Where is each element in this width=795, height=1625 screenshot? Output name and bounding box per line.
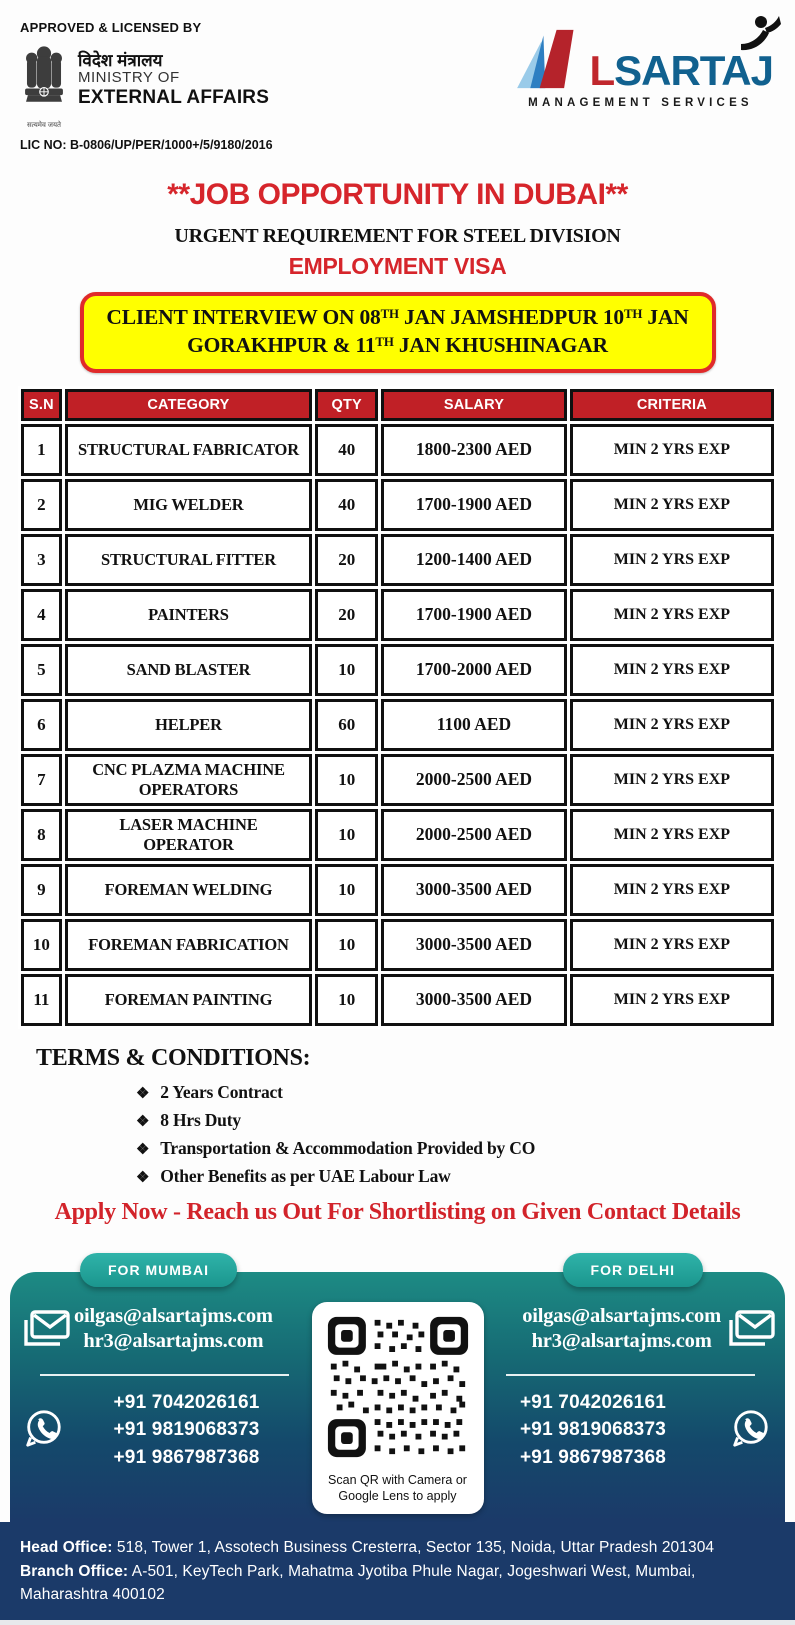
cell-qty: 10 xyxy=(315,864,378,916)
cell-criteria: MIN 2 YRS EXP xyxy=(570,754,774,806)
phone-number: +91 9867987368 xyxy=(520,1446,666,1468)
cell-criteria: MIN 2 YRS EXP xyxy=(570,699,774,751)
jobs-table xyxy=(18,386,777,1029)
whatsapp-icon xyxy=(22,1407,66,1454)
cell-criteria: MIN 2 YRS EXP xyxy=(570,809,774,861)
cell-category: FOREMAN FABRICATION xyxy=(65,919,313,971)
cell-sn: 6 xyxy=(21,699,62,751)
cell-sn: 1 xyxy=(21,424,62,476)
branch-office-line xyxy=(20,1560,775,1607)
cell-salary: 1700-1900 AED xyxy=(381,589,567,641)
table-row xyxy=(21,479,774,531)
cell-sn: 7 xyxy=(21,754,62,806)
terms-item-text: Transportation & Accommodation Provided by CO xyxy=(160,1137,536,1158)
logo-tagline: MANAGEMENT SERVICES xyxy=(528,97,753,109)
table-row xyxy=(21,864,774,916)
cell-criteria: MIN 2 YRS EXP xyxy=(570,534,774,586)
column-header-qty: QTY xyxy=(315,389,378,421)
cell-criteria: MIN 2 YRS EXP xyxy=(570,424,774,476)
cell-qty: 10 xyxy=(315,919,378,971)
jobs-table-header xyxy=(21,389,774,421)
branch-office-text: A-501, KeyTech Park, Mahatma Jyotiba Phule Nagar, Jogeshwari West, Mumbai, Maharashtra 400102 xyxy=(20,1562,696,1603)
terms-item-text: 2 Years Contract xyxy=(160,1081,283,1102)
cell-salary: 2000-2500 AED xyxy=(381,809,567,861)
mail-icon xyxy=(22,1304,74,1357)
terms-item-text: 8 Hrs Duty xyxy=(160,1109,241,1130)
table-row xyxy=(21,974,774,1026)
terms-item xyxy=(136,1082,795,1103)
cell-salary: 3000-3500 AED xyxy=(381,919,567,971)
terms-item xyxy=(136,1110,795,1131)
table-row xyxy=(21,699,774,751)
cell-criteria: MIN 2 YRS EXP xyxy=(570,644,774,696)
mumbai-emails xyxy=(74,1304,273,1355)
diamond-bullet-icon: ❖ xyxy=(136,1141,150,1158)
cell-category: STRUCTURAL FABRICATOR xyxy=(65,424,313,476)
table-row xyxy=(21,534,774,586)
cell-salary: 1800-2300 AED xyxy=(381,424,567,476)
delhi-emails xyxy=(522,1304,721,1355)
table-row xyxy=(21,919,774,971)
cell-qty: 20 xyxy=(315,534,378,586)
table-row xyxy=(21,809,774,861)
cell-sn: 3 xyxy=(21,534,62,586)
cell-salary: 1700-2000 AED xyxy=(381,644,567,696)
column-header-category: CATEGORY xyxy=(65,389,313,421)
employment-visa-label: EMPLOYMENT VISA xyxy=(288,253,507,279)
for-mumbai-badge: FOR MUMBAI xyxy=(80,1253,237,1287)
cell-category: FOREMAN WELDING xyxy=(65,864,313,916)
cell-sn: 8 xyxy=(21,809,62,861)
cell-sn: 5 xyxy=(21,644,62,696)
cell-criteria: MIN 2 YRS EXP xyxy=(570,479,774,531)
al-sartaj-logo xyxy=(508,20,773,152)
diamond-bullet-icon: ❖ xyxy=(136,1169,150,1186)
ministry-line2: EXTERNAL AFFAIRS xyxy=(78,86,270,108)
cell-criteria: MIN 2 YRS EXP xyxy=(570,864,774,916)
email-address: oilgas@alsartajms.com xyxy=(522,1304,721,1327)
delhi-contact-column xyxy=(488,1302,773,1515)
office-addresses xyxy=(0,1522,795,1620)
interview-banner xyxy=(80,292,716,373)
cell-salary: 3000-3500 AED xyxy=(381,974,567,1026)
cell-category: CNC PLAZMA MACHINE OPERATORS xyxy=(65,754,313,806)
cell-qty: 60 xyxy=(315,699,378,751)
cell-sn: 2 xyxy=(21,479,62,531)
cell-qty: 10 xyxy=(315,754,378,806)
mumbai-contact-column xyxy=(22,1302,307,1515)
mumbai-phones xyxy=(66,1389,307,1472)
qr-caption-line2: Google Lens to apply xyxy=(338,1489,457,1503)
branch-office-label: Branch Office: xyxy=(20,1562,129,1580)
footer-contact-panel xyxy=(10,1272,785,1523)
whatsapp-icon xyxy=(729,1407,773,1454)
ministry-hindi: विदेश मंत्रालय xyxy=(78,51,163,70)
delhi-phones xyxy=(483,1389,703,1472)
ministry-line1: MINISTRY OF xyxy=(78,69,180,87)
logo-word-sartaj: SARTAJ xyxy=(614,47,773,95)
cell-criteria: MIN 2 YRS EXP xyxy=(570,974,774,1026)
mail-icon xyxy=(721,1304,773,1357)
qr-card xyxy=(312,1302,484,1515)
table-row xyxy=(21,589,774,641)
head-office-label: Head Office: xyxy=(20,1539,113,1557)
cell-salary: 1100 AED xyxy=(381,699,567,751)
cell-category: STRUCTURAL FITTER xyxy=(65,534,313,586)
cell-qty: 20 xyxy=(315,589,378,641)
terms-list xyxy=(136,1082,795,1187)
license-number: LIC NO: B-0806/UP/PER/1000+/5/9180/2016 xyxy=(20,138,273,152)
table-row xyxy=(21,644,774,696)
column-header-salary: SALARY xyxy=(381,389,567,421)
cell-category: PAINTERS xyxy=(65,589,313,641)
jobs-table-body xyxy=(21,424,774,1026)
ministry-text xyxy=(78,45,269,108)
lion-capital-icon xyxy=(22,45,66,115)
cell-salary: 1700-1900 AED xyxy=(381,479,567,531)
table-row xyxy=(21,424,774,476)
cell-salary: 1200-1400 AED xyxy=(381,534,567,586)
cell-category: FOREMAN PAINTING xyxy=(65,974,313,1026)
terms-heading: TERMS & CONDITIONS: xyxy=(36,1044,311,1071)
bottom-strip xyxy=(0,1620,795,1625)
cell-sn: 10 xyxy=(21,919,62,971)
phone-number: +91 9819068373 xyxy=(113,1419,260,1441)
head-office-line xyxy=(20,1536,775,1559)
interview-banner-line1: CLIENT INTERVIEW ON 08TH JAN JAMSHEDPUR 10TH JAN xyxy=(106,305,689,329)
diamond-bullet-icon: ❖ xyxy=(136,1085,150,1102)
apply-now-text: Apply Now - Reach us Out For Shortlisting on Given Contact Details xyxy=(54,1198,741,1225)
email-address: hr3@alsartajms.com xyxy=(83,1330,264,1353)
diamond-bullet-icon: ❖ xyxy=(136,1113,150,1130)
interview-banner-line2: GORAKHPUR & 11TH JAN KHUSHINAGAR xyxy=(187,333,608,358)
phone-number: +91 9867987368 xyxy=(113,1446,260,1468)
table-row xyxy=(21,754,774,806)
cell-salary: 3000-3500 AED xyxy=(381,864,567,916)
footer xyxy=(0,1261,795,1625)
email-address: oilgas@alsartajms.com xyxy=(74,1304,273,1327)
cell-qty: 40 xyxy=(315,479,378,531)
cell-sn: 4 xyxy=(21,589,62,641)
logo-person-icon xyxy=(735,14,781,54)
india-emblem xyxy=(20,45,68,130)
cell-qty: 10 xyxy=(315,644,378,696)
cell-category: HELPER xyxy=(65,699,313,751)
divider xyxy=(506,1374,755,1376)
qr-caption-line1: Scan QR with Camera or xyxy=(328,1472,467,1487)
cell-category: SAND BLASTER xyxy=(65,644,313,696)
header xyxy=(0,0,795,152)
poster-title: **JOB OPPORTUNITY IN DUBAI** xyxy=(167,178,628,211)
cell-qty: 40 xyxy=(315,424,378,476)
head-office-text: 518, Tower 1, Assotech Business Cresterra, Sector 135, Noida, Uttar Pradesh 201304 xyxy=(112,1539,715,1557)
emblem-motto: सत्यमेव जयते xyxy=(26,122,62,129)
cell-category: MIG WELDER xyxy=(65,479,313,531)
qr-code xyxy=(325,1314,471,1460)
phone-number: +91 9819068373 xyxy=(520,1419,666,1441)
terms-item xyxy=(136,1138,795,1159)
divider xyxy=(40,1374,289,1376)
cell-qty: 10 xyxy=(315,809,378,861)
cell-criteria: MIN 2 YRS EXP xyxy=(570,589,774,641)
email-address: hr3@alsartajms.com xyxy=(531,1330,712,1353)
cell-qty: 10 xyxy=(315,974,378,1026)
cell-sn: 11 xyxy=(21,974,62,1026)
logo-a-mark-icon xyxy=(513,28,587,90)
approval-block xyxy=(20,20,273,152)
cell-sn: 9 xyxy=(21,864,62,916)
cell-salary: 2000-2500 AED xyxy=(381,754,567,806)
phone-number: +91 7042026161 xyxy=(520,1391,666,1413)
poster-subtitle: URGENT REQUIREMENT FOR STEEL DIVISION xyxy=(174,225,621,247)
qr-caption xyxy=(321,1472,475,1505)
cell-criteria: MIN 2 YRS EXP xyxy=(570,919,774,971)
phone-number: +91 7042026161 xyxy=(113,1391,260,1413)
column-header-sn: S.N xyxy=(21,389,62,421)
for-delhi-badge: FOR DELHI xyxy=(563,1253,703,1287)
logo-letter-l: L xyxy=(589,47,615,95)
approved-by-label: APPROVED & LICENSED BY xyxy=(20,20,202,35)
terms-item-text: Other Benefits as per UAE Labour Law xyxy=(160,1165,451,1186)
column-header-criteria: CRITERIA xyxy=(570,389,774,421)
terms-item xyxy=(136,1166,795,1187)
cell-category: LASER MACHINE OPERATOR xyxy=(65,809,313,861)
